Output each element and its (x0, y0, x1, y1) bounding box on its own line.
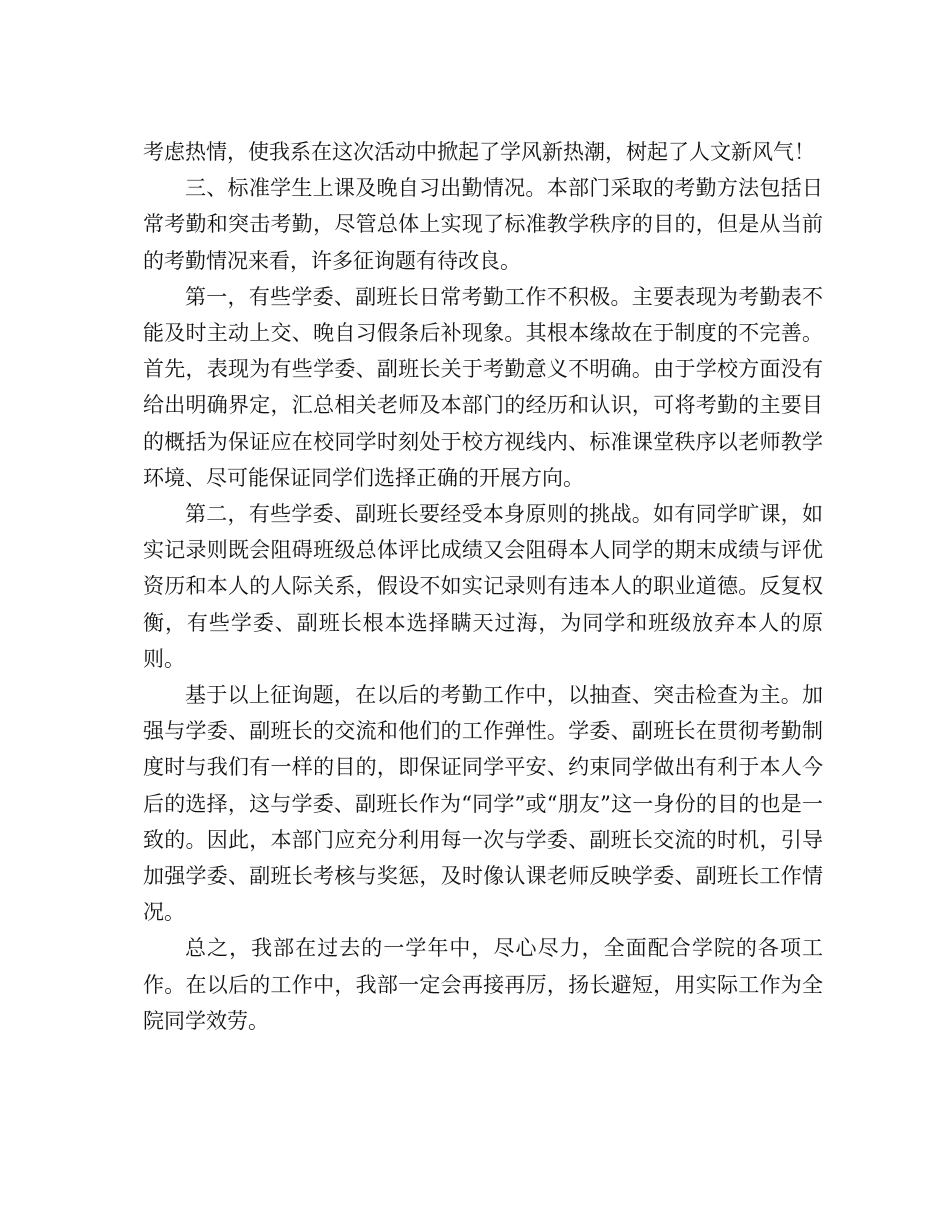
paragraph-5: 基于以上征询题，在以后的考勤工作中，以抽查、突击检查为主。加强与学委、副班长的交流和他们的工作弹性。学委、副班长在贯彻考勤制度时与我们有一样的目的，即保证同学平安、约束同学做出有利于本人今后的选择，这与学委、副班长作为“同学”或“朋友”这一身份的目的也是一致的。因此，本部门应充分利用每一次与学委、副班长交流的时机，引导加强学委、副班长考核与奖惩，及时像认课老师反映学委、副班长工作情况。 (143, 683, 823, 925)
paragraph-6: 总之，我部在过去的一学年中，尽心尽力，全面配合学院的各项工作。在以后的工作中，我部一定会再接再厉，扬长避短，用实际工作为全院同学效劳。 (143, 936, 823, 1033)
paragraph-4: 第二，有些学委、副班长要经受本身原则的挑战。如有同学旷课，如实记录则既会阻碍班级总体评比成绩又会阻碍本人同学的期末成绩与评优资历和本人的人际关系，假设不如实记录则有违本人的职业道德。反复权衡，有些学委、副班长根本选择瞒天过海，为同学和班级放弃本人的原则。 (143, 502, 823, 671)
paragraph-2: 三、标准学生上课及晚自习出勤情况。本部门采取的考勤方法包括日常考勤和突击考勤，尽管总体上实现了标准教学秩序的目的，但是从当前的考勤情况来看，许多征询题有待改良。 (143, 176, 823, 273)
document-body (143, 134, 823, 1039)
paragraph-1: 考虑热情，使我系在这次活动中掀起了学风新热潮，树起了人文新风气！ (143, 140, 815, 164)
paragraph-3: 第一，有些学委、副班长日常考勤工作不积极。主要表现为考勤表不能及时主动上交、晚自习假条后补现象。其根本缘故在于制度的不完善。首先，表现为有些学委、副班长关于考勤意义不明确。由于学校方面没有给出明确界定，汇总相关老师及本部门的经历和认识，可将考勤的主要目的概括为保证应在校同学时刻处于校方视线内、标准课堂秩序以老师教学环境、尽可能保证同学们选择正确的开展方向。 (143, 284, 823, 490)
